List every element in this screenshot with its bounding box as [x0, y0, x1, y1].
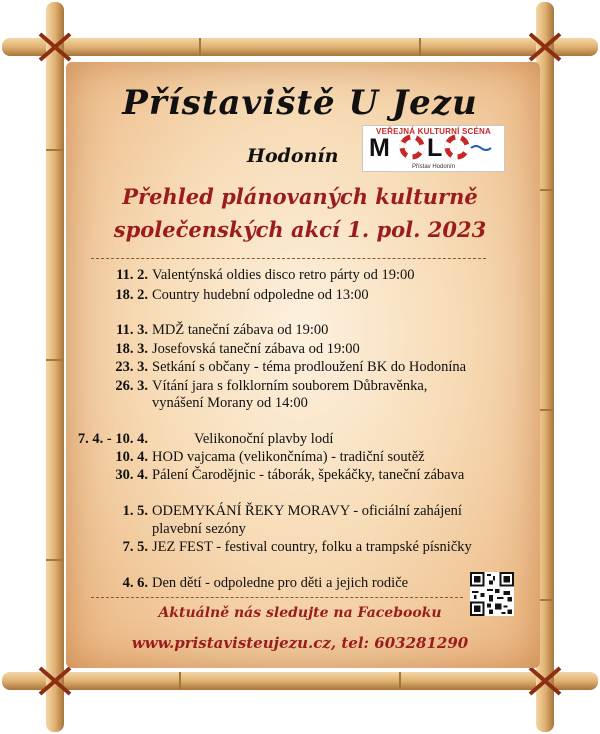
event-text: HOD vajcama (velikončníma) - tradiční soutěž	[152, 449, 425, 465]
headline-line-1: Přehled plánovaných kulturně	[122, 184, 478, 209]
event-text: Josefovská taneční zábava od 19:00	[152, 341, 360, 357]
event-text: Pálení Čarodějnic - táborák, špekáčky, taneční zábava	[152, 467, 465, 483]
event-text: Valentýnská oldies disco retro párty od 19:00	[152, 267, 415, 283]
event-text: plavební sezóny	[152, 521, 246, 537]
event-text: Setkání s občany - téma prodloužení BK do Hodonína	[152, 359, 467, 375]
logo-bottom-text: Přístav Hodonín	[411, 164, 456, 170]
page-title: Přístaviště U Jezu	[122, 83, 478, 123]
svg-text:M: M	[369, 134, 390, 160]
event-date: 18. 3.	[115, 341, 148, 357]
event-date: 1. 5.	[122, 503, 148, 519]
event-text: MDŽ taneční zábava od 19:00	[152, 322, 329, 338]
event-date: 7. 5.	[122, 539, 148, 555]
event-date: 23. 3.	[115, 359, 148, 375]
divider-top	[91, 258, 486, 259]
contact-line[interactable]: www.pristavisteujezu.cz, tel: 603281290	[131, 634, 469, 652]
event-text: Vítání jara s folklorním souborem Důbravěnka,	[152, 378, 428, 394]
event-text: JEZ FEST - festival country, folku a trampské písničky	[152, 539, 472, 555]
molo-logo-graphic	[367, 134, 500, 160]
molo-logo	[362, 125, 505, 172]
event-text: Den dětí - odpoledne pro děti a jejich rodiče	[152, 575, 409, 591]
event-text: vynášení Morany od 14:00	[152, 395, 308, 411]
event-date: 11. 2.	[116, 267, 148, 283]
headline-line-2: společenských akcí 1. pol. 2023	[113, 217, 487, 242]
facebook-note: Aktuálně nás sledujte na Facebooku	[158, 605, 442, 621]
divider-bottom	[91, 597, 463, 598]
city-label: Hodonín	[247, 145, 339, 167]
event-date: 10. 4.	[115, 449, 148, 465]
event-date: 30. 4.	[115, 467, 148, 483]
event-date: 26. 3.	[115, 378, 148, 394]
event-date: 4. 6.	[122, 575, 148, 591]
svg-text:L: L	[427, 134, 443, 160]
bamboo-top	[2, 38, 598, 56]
bamboo-bottom	[2, 672, 598, 690]
logo-top-text: VEŘEJNÁ KULTURNÍ SCÉNA	[376, 127, 491, 136]
event-text: ODEMYKÁNÍ ŘEKY MORAVY - oficiální zahájení	[152, 503, 462, 519]
event-date: 7. 4. - 10. 4.	[77, 431, 148, 447]
event-date: 18. 2.	[115, 287, 148, 303]
event-text: Country hudební odpoledne od 13:00	[152, 287, 369, 303]
event-text: Velikonoční plavby lodí	[194, 431, 334, 447]
event-date: 11. 3.	[116, 322, 148, 338]
